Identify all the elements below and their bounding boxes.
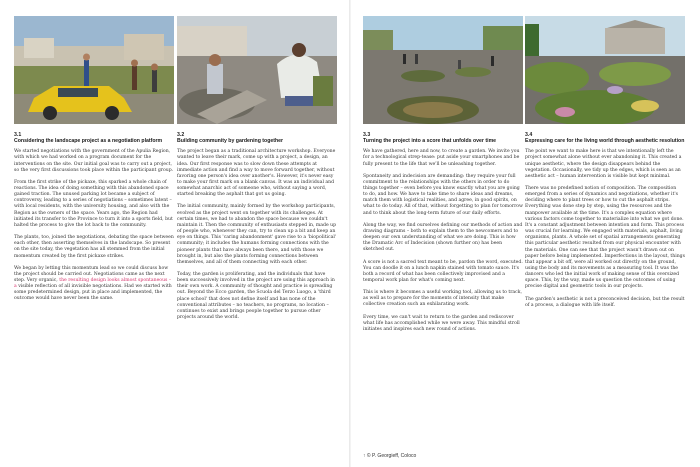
yellow-car-and-workers-photo [14,16,174,124]
section-number: 3.1 [14,132,22,138]
column-3-1 [14,16,174,309]
paragraph: Today, the garden is proliferating, and the individuals that have been successively involved in the project are using this approach in their own work. A community of thought and practice is spreading out. Beyond the Ecco garden, the Scuola del Terzo Luogo, a 'third place school' that does not define itself and has none of the conventional attributes – no teachers, no programs, no location – continues to exist and brings people together to pursue other projects around the world. [177,272,335,321]
paragraph: Every time, we can't wait to return to the garden and rediscover what life has accomplished while we were away. This mindful stroll initiates and inspires each new round of actions. [363,314,520,332]
section-number: 3.2 [177,132,185,138]
paragraph: Spontaneity and indecision are demanding: they require your full commitment to the relationships with the others in order to do things together – even before you know exactly what you are going to do, and how. We have to take time to share ideas and dreams, match them with logistical realities, and agree, in good spirits, on what to do today. All of that, without forgetting to plan for tomorrow and to think about the long-term future of our daily efforts. [363,173,523,216]
highlighted-text: the resulting design looks almost spontaneous – a [14,278,172,290]
photo-3-4-image [525,16,685,124]
paragraph: From the first strike of the pickaxe, this sparked a whole chain of reactions. The idea of doing something with this abandoned space gained traction. The unused parking lot became a subject of controversy, leading to a series of negotiations – sometimes latent – with local residents, with the university housing, and also with the Region as the owners of the space. Years ago, the Region had initiated its transfer to the Province to turn it into a sports field, but halted the process to give the lot back to the community. [14,179,173,228]
section-title: Turning the project into a score that unfolds over time [363,138,497,144]
asphalt-lot-overview-photo [363,16,523,124]
paragraph: The garden's aesthetic is not a preconceived decision, but the result of a process, a dialogue with life itself. [525,296,685,308]
page-gutter [349,0,351,467]
paragraph: We have gathered, here and now, to create a garden. We invite you for a technological strep-tease: put aside your smartphones and be fully present to the life that we'll be unleashing together. [363,149,520,167]
section-title: Considering the landscape project as a negotiation platform [14,138,163,144]
photo-3-1-image [14,16,174,124]
gardeners-planting-photo [177,16,337,124]
paragraph-text: visible reflection of all invisible negotiations. Had we started with some predetermined design, put in place and implemented, the outcome would have never been the same. [14,284,172,302]
paragraph: The project began as a traditional architecture workshop. Everyone wanted to leave their mark, come up with a project, a design, an idea. Our first response was to slow down these attempts at immediate action and find a way to move forward together, without favoring one person's idea over another's. However, it's never easy to make your first mark on a blank canvas. It was an individual and somewhat anarchic act of someone who, without saying a word, started breaking the asphalt that got us going. [177,149,336,198]
paragraph: Along the way, we find ourselves defining our methods of action and drawing diagrams – both to explain them to the newcomers and to deepen our own understanding of what we are doing. This is how the Dramatic Arc of Indecision (shown further on) has been sketched out. [363,222,523,253]
section-title: Building community by gardening together [177,138,284,144]
paragraph: The initial community, mainly formed by the workshop participants, evolved as the project went on together with its challenges. At certain times, we had to abandon the space because we couldn't maintain it. Then the community of enthusiasts stepped in, made up of people who, whenever they can, try to clean up a bit and keep an eye on things. This 'caring abandonment' gave rise to a 'biopolitical' community; it includes the humans forming connections with the pioneer plants that have always been there, and with those we brought in, but also the plants forming connections between themselves, and all of them connecting with each other. [177,204,337,265]
column-3-4 [525,16,685,315]
paragraph: The plants, too, joined the negotiations, debating the space between each other, then asserting themselves in the landscape. So present on the site today, the vegetation has all stemmed from the initial momentum created by the first pickaxe strikes. [14,235,174,259]
section-title: Expressing care for the living world through aesthetic resolution [525,138,685,144]
photo-credit: ↑ © P. Georgieff, Coloco [363,453,417,459]
paragraph: We started negotiations with the government of the Apulia Region, with which we had worked on a program document for the interventions on the site. Our initial goal was to carry out a project, so the very first discussions took place within the participant group. [14,149,174,173]
paragraph: This is where it becomes a useful working tool, allowing us to track, as well as to prepare for the moments of intensity that make collective creation such an exhilarating work. [363,290,522,308]
photo-3-3-image [363,16,523,124]
paragraph: There was no predefined notion of composition. The composition emerged from a series of dynamics and negotiations, whether it's deciding where to plant trees or how to cut the asphalt strips. Everything was done step by step, using the resources and the manpower available at the time. It's a complex equation where various factors come together to materialize into what we got done. It's a constant adjustment between intention and form. This process was crucial for learning. We engaged with materials, asphalt, living organisms, plants. A whole set of spatial arrangements generating this particular aesthetic resulted from our physical encounter with the materials. One can see that the project wasn't drawn out on paper before being implemented. Imperfections in the layout, things that appear a bit off, were all worked out directly on the ground, using the body and its movements as a measuring tool. It was the dancers who led the initial work of making sense of this oversized space. This, by the way, made us question the outcomes of using precise digital and geometric tools in our projects. [525,185,685,290]
column-3-3 [363,16,523,339]
paragraph: The point we want to make here is that we intentionally left the project somewhat alone without ever abandoning it. This created a unique aesthetic, where the design disappears behind the vegetation. Occasionally, we tidy up the edges, which is seen as an aesthetic act – human intervention is visible but kept minimal. [525,149,682,179]
paragraph: A score is not a sacred text meant to be, pardon the word, executed. You can doodle it on a lunch napkin stained with tomato sauce. It's both a record of what has been collectively improvised and a temporal work plan for what's coming next. [363,259,523,284]
overgrown-garden-photo [525,16,685,124]
photo-3-2-image [177,16,337,124]
paragraph-text: We began by letting this momentum lead so we could discuss how the project should be carried out. Negotiations came as the next step. Very organic, [14,265,169,284]
section-number: 3.3 [363,132,371,138]
paragraph-with-highlight [14,266,174,303]
section-number: 3.4 [525,132,533,138]
column-3-2 [177,16,337,327]
